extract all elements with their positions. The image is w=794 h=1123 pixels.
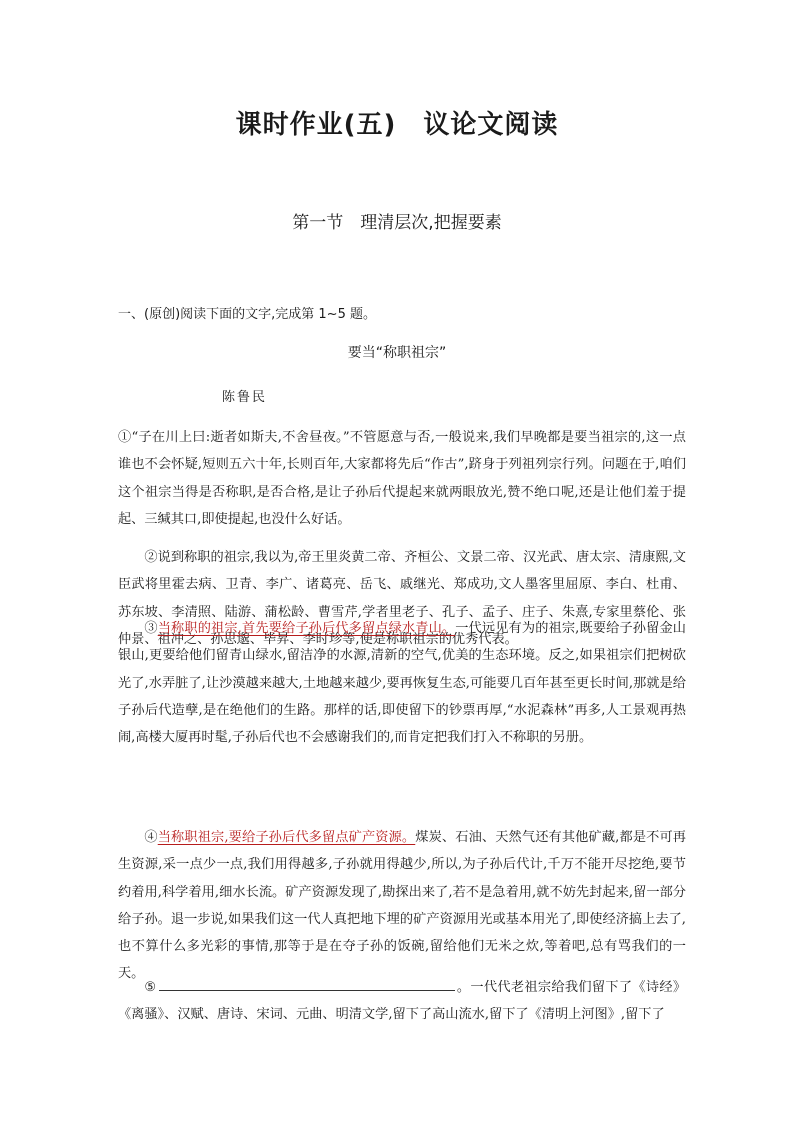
paragraph-1: ①“子在川上曰:逝者如斯夫,不舍昼夜。”不管愿意与否,一般说来,我们早晚都是要当祖宗的,这一点谁也不会怀疑,短则五六十年,长则百年,大家都将先后“作古”,跻身于列祖列宗行列。问题在于,咱们这个祖宗当得是否称职,是否合格,是让子孙后代提起来就两眼放光,赞不绝口呢,还是让他们羞于提起、三缄其口,即使提起,也没什么好话。 <box>118 430 686 527</box>
paragraph-4-highlight: 当称职祖宗,要给子孙后代多留点矿产资源。 <box>157 830 416 845</box>
paragraph-2: ②说到称职的祖宗,我以为,帝王里炎黄二帝、齐桓公、文景二帝、汉光武、唐太宗、清康熙,文臣武将里霍去病、卫青、李广、诸葛亮、岳飞、戚继光、郑成功,文人墨客里屈原、李白、杜甫、苏东坡、李清照、陆游、蒲松龄、曹雪芹,学者里老子、孔子、孟子、庄子、朱熹,专家里蔡伦、张仲景、祖冲之、孙思邈、毕昇、李时珍等,便是称职祖宗的优秀代表。 <box>118 550 686 647</box>
paragraph-4 <box>118 824 686 988</box>
paragraph-3-text: 一代远见有为的祖宗,既要给子孙留金山银山,更要给他们留青山绿水,留洁净的水源,清新的空气,优美的生态环境。反之,如果祖宗们把树砍光了,水弄脏了,让沙漠越来越大,土地越来越少,要再恢复生态,可能要几百年甚至更长时间,那就是给子孙后代造孽,是在绝他们的生路。那样的话,即使留下的钞票再厚,“水泥森林”再多,人工景观再热闹,高楼大厦再时髦,子孙后代也不会感谢我们的,而肯定把我们打入不称职的另册。 <box>118 621 686 746</box>
paragraph-4-number: ④ <box>144 830 158 845</box>
page-title: 课时作业(五) 议论文阅读 <box>235 110 559 140</box>
section-title: 第一节 理清层次,把握要素 <box>292 213 502 233</box>
paragraph-3-highlight: 当称职的祖宗,首先要给子孙后代多留点绿水青山。 <box>157 621 456 636</box>
answer-blank[interactable] <box>159 976 455 991</box>
paragraph-4-text: 煤炭、石油、天然气还有其他矿藏,都是不可再生资源,采一点少一点,我们用得越多,子孙就用得越少,所以,为子孙后代计,千万不能开尽挖绝,要节约着用,科学着用,细水长流。矿产资源发现了,勘探出来了,若不是急着用,就不妨先封起来,留一部分给子孙。退一步说,如果我们这一代人真把地下埋的矿产资源用光或基本用光了,即使经济搞上去了,也不算什么多光彩的事情,那等于是在夺子孙的饭碗,留给他们无米之炊,等着吧,总有骂我们的一天。 <box>118 830 686 982</box>
article-author: 陈鲁民 <box>222 390 268 405</box>
paragraph-3 <box>118 615 686 751</box>
paragraph-5-number: ⑤ <box>144 980 157 995</box>
paragraph-5 <box>118 974 686 1029</box>
question-intro: 一、(原创)阅读下面的文字,完成第 1~5 题。 <box>118 307 376 322</box>
article-title: 要当“称职祖宗” <box>347 345 447 361</box>
paragraph-3-number: ③ <box>144 621 158 636</box>
paragraph-5-text: 。一代代老祖宗给我们留下了《诗经》《离骚》、汉赋、唐诗、宋词、元曲、明清文学,留下了高山流水,留下了《清明上河图》,留下了 <box>118 980 687 1023</box>
